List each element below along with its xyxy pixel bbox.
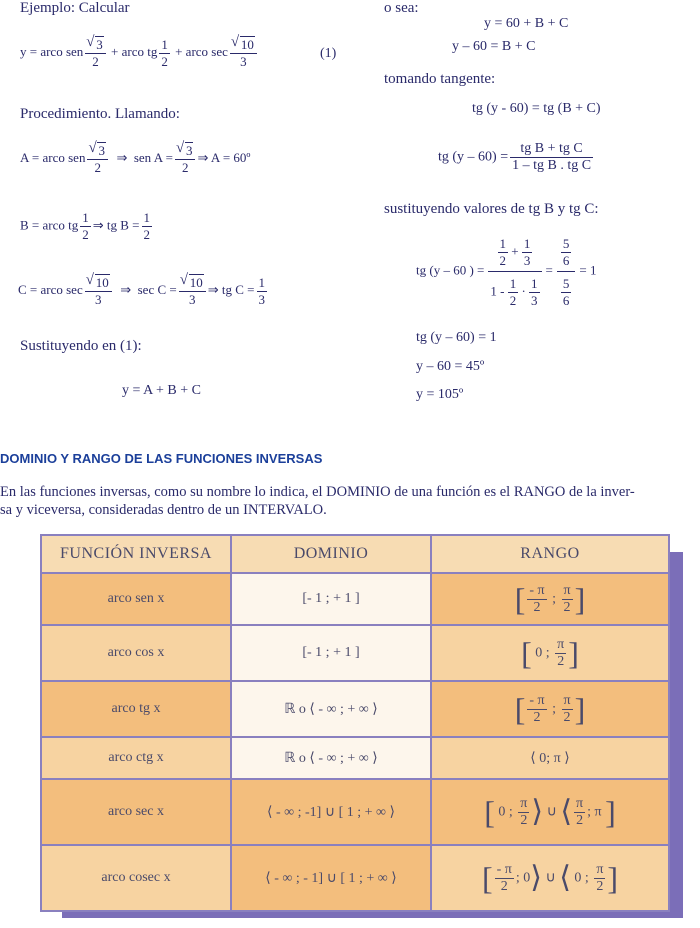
section-paragraph-line1: En las funciones inversas, como su nombre lo indica, el DOMINIO de una función es el RANGO de la inver- <box>0 484 635 500</box>
function-cell: arco cosec x <box>41 845 231 911</box>
header-range: RANGO <box>431 535 669 573</box>
table-row <box>41 845 669 911</box>
header-domain: DOMINIO <box>231 535 431 573</box>
equation-substituted: tg (y – 60 ) = $\frac{1}{2}$ + $\frac{1}{3}$ 1 - $\frac{1}{2}$ · $\frac{1}{3}$ = $\frac{\frac{5}{6}}{\frac{5}{6}}$ = 1 <box>416 236 597 308</box>
domain-cell: [- 1 ; + 1 ] <box>231 625 431 681</box>
range-cell: ⟨ 0; π ⟩ <box>431 737 669 779</box>
procedure-title: Procedimiento. Llamando: <box>20 106 180 122</box>
inverse-functions-table <box>40 534 670 912</box>
result-3: y = 105º <box>416 387 464 402</box>
table-row <box>41 573 669 625</box>
result-2: y – 60 = 45º <box>416 359 485 374</box>
range-cell: [ 0 ; $\frac{\pi}{2}$ ⟩ ∪ ⟨ $\frac{\pi}{2}$ ; π ] <box>431 779 669 845</box>
range-cell: [ $\frac{- \pi}{2}$ ; 0⟩ ∪ ⟨ 0 ; $\frac{\pi}{2}$ ] <box>431 845 669 911</box>
equation-tangent-sum: tg (y – 60) = $\frac{\text{tg B + tg C}}{\text{1 – tg B . tg C}}$ <box>438 141 592 173</box>
function-cell: arco ctg x <box>41 737 231 779</box>
equation-y: y = arco sen √ $\frac{3}{2}$ + arco tg $\frac{1}{2}$ + arco sec √ $\frac{10}{3}$ <box>20 36 259 70</box>
section-heading: DOMINIO Y RANGO DE LAS FUNCIONES INVERSAS <box>0 451 323 466</box>
table-row <box>41 737 669 779</box>
equation-ref: (1) <box>320 46 337 61</box>
equation-1: y = 60 + B + C <box>484 16 569 31</box>
section-paragraph-line2: sa y viceversa, consideradas dentro de un INTERVALO. <box>0 502 327 518</box>
equation-b: B = arco tg $\frac{1}{2}$ ⇒ tg B = $\frac{1}{2}$ <box>20 210 150 242</box>
substituting-label: sustituyendo valores de tg B y tg C: <box>384 201 599 217</box>
domain-cell: ℝ o ⟨ - ∞ ; + ∞ ⟩ <box>231 737 431 779</box>
result-1: tg (y – 60) = 1 <box>416 330 497 345</box>
table-row <box>41 779 669 845</box>
range-cell: [ $\frac{- \pi}{2}$ ; $\frac{\pi}{2}$ ] <box>431 681 669 737</box>
table-header-row <box>41 535 669 573</box>
range-cell: [ $\frac{- \pi}{2}$ ; $\frac{\pi}{2}$ ] <box>431 573 669 625</box>
table-row <box>41 681 669 737</box>
function-cell: arco cos x <box>41 625 231 681</box>
domain-cell: ⟨ - ∞ ; -1] ∪ [ 1 ; + ∞ ⟩ <box>231 779 431 845</box>
substitution-title: Sustituyendo en (1): <box>20 338 142 354</box>
range-cell: [ 0 ; $\frac{\pi}{2}$ ] <box>431 625 669 681</box>
equation-3: tg (y - 60) = tg (B + C) <box>472 101 601 116</box>
equation-a: A = arco sen √ $\frac{3}{2}$ ⇒ sen A = √ $\frac{3}{2}$ ⇒ A = 60º <box>20 142 250 176</box>
equation-c: C = arco sec √ $\frac{10}{3}$ ⇒ sec C = √ $\frac{10}{3}$ ⇒ tg C = $\frac{1}{3}$ <box>18 274 269 308</box>
header-function: FUNCIÓN INVERSA <box>41 535 231 573</box>
o-sea-label: o sea: <box>384 0 419 16</box>
equation-2: y – 60 = B + C <box>452 39 536 54</box>
function-cell: arco tg x <box>41 681 231 737</box>
domain-cell: ℝ o ⟨ - ∞ ; + ∞ ⟩ <box>231 681 431 737</box>
function-cell: arco sec x <box>41 779 231 845</box>
example-title: Ejemplo: Calcular <box>20 0 130 16</box>
function-cell: arco sen x <box>41 573 231 625</box>
sum-equation: y = A + B + C <box>122 383 201 398</box>
table-row <box>41 625 669 681</box>
tomando-label: tomando tangente: <box>384 71 496 87</box>
domain-cell: ⟨ - ∞ ; - 1] ∪ [ 1 ; + ∞ ⟩ <box>231 845 431 911</box>
domain-cell: [- 1 ; + 1 ] <box>231 573 431 625</box>
